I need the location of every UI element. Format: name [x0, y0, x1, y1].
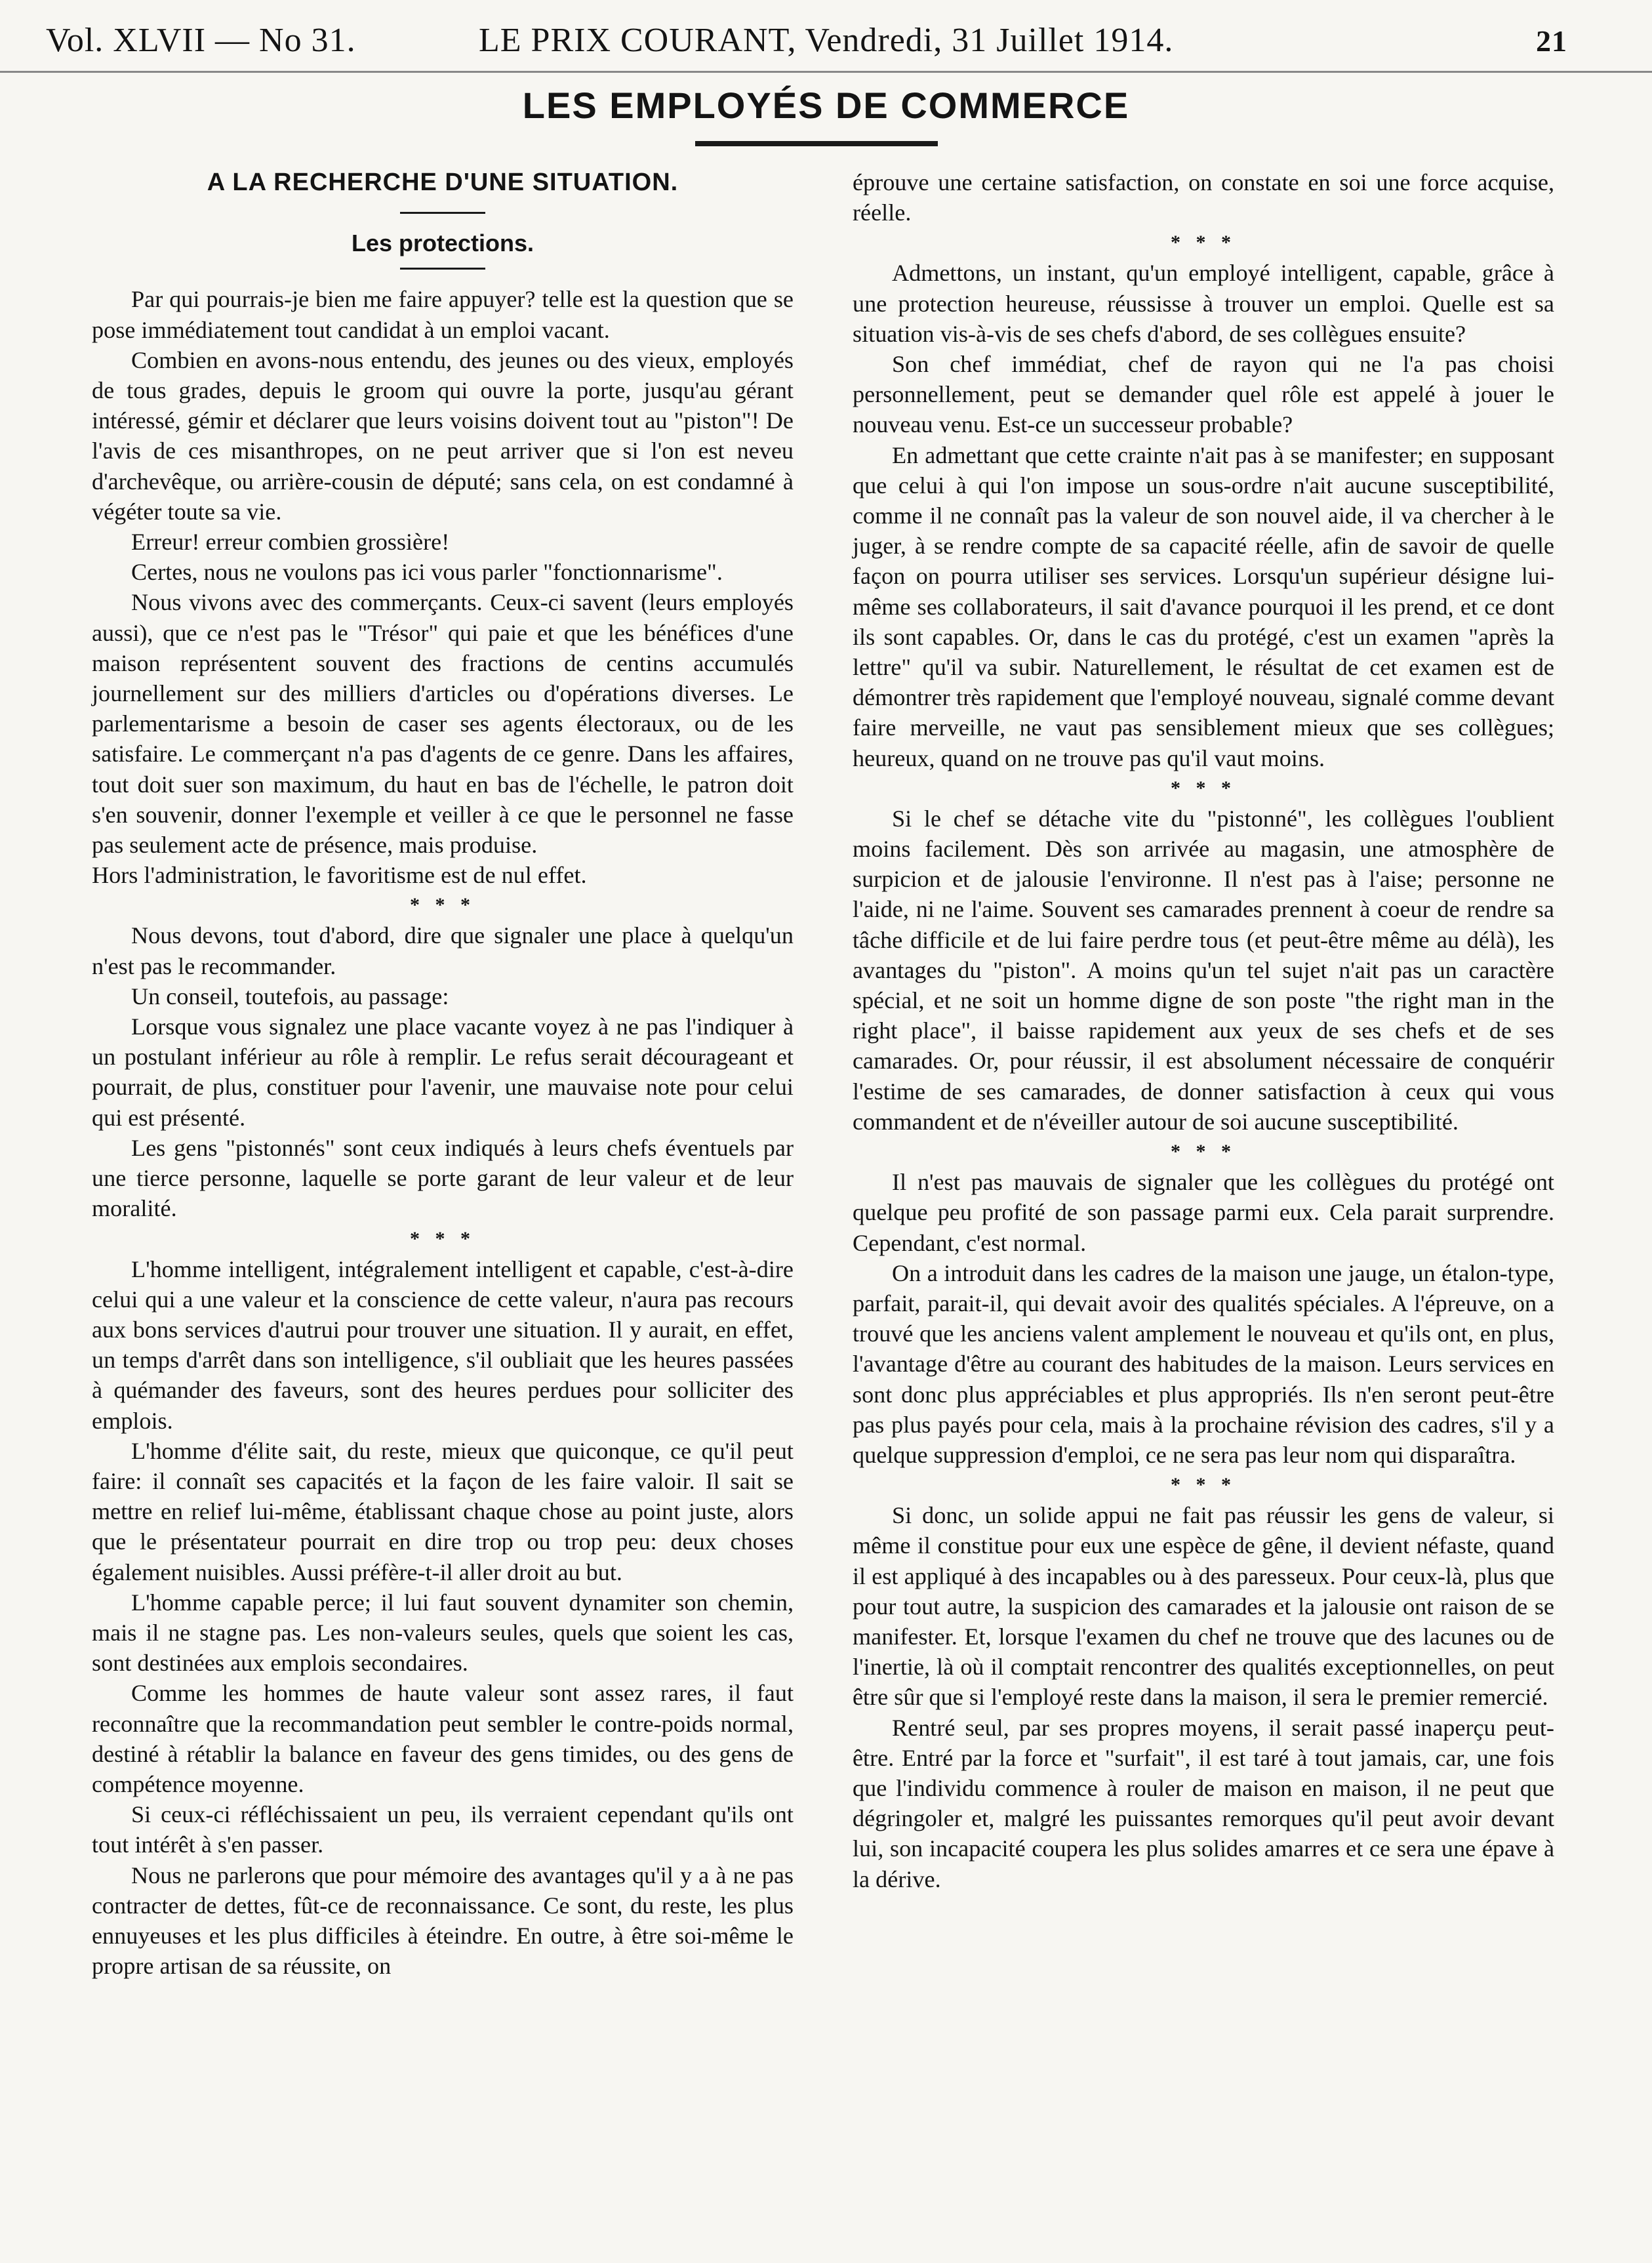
- paragraph: L'homme capable perce; il lui faut souvent dynamiter son chemin, mais il ne stagne pas. Les non-valeurs seules, quels que soient les cas, sont destinées aux emplois secondaires.: [92, 1589, 794, 1677]
- paragraph: Si ceux-ci réfléchissaient un peu, ils verraient cependant qu'ils ont tout intérêt à s'en passer.: [92, 1801, 794, 1858]
- paragraph: En admettant que cette crainte n'ait pas à se manifester; en supposant que celui à qui l'on impose un sous-ordre n'ait aucune susceptibilité, comme il ne connaît pas la valeur de son nouvel aide, il va chercher à le juger, à se rendre compte de sa capacité réelle, afin de savoir de quelle façon on pourra utiliser ses services. Lorsqu'un supérieur désigne lui-même ses collaborateurs, il sait d'avance pourquoi il les prend, et ce dont ils sont capables. Or, dans le cas du protégé, c'est un examen "après la lettre" qu'il va subir. Naturellement, le résultat de cet examen est de démontrer très rapidement que l'employé nouveau, signalé comme devant faire merveille, ne vaut pas sensiblement mieux que ses collègues; heureux, quand on ne trouve pas qu'il vaut moins.: [853, 441, 1554, 771]
- section-separator: * * *: [1171, 1141, 1236, 1163]
- title-rule: [400, 212, 485, 214]
- paragraph: Admettons, un instant, qu'un employé intelligent, capable, grâce à une protection heureuse, réussisse à trouver un emploi. Quelle est sa situation vis-à-vis de ses chefs d'abord, de ses collègues ensuite?: [853, 260, 1554, 347]
- paragraph: Comme les hommes de haute valeur sont assez rares, il faut reconnaître que la recommandation peut sembler le contre-poids normal, destiné à rétablir la balance en faveur des gens timides, ou des gens de compétence moyenne.: [92, 1680, 794, 1797]
- left-column: [92, 167, 794, 1981]
- paragraph: Il n'est pas mauvais de signaler que les collègues du protégé ont quelque peu profité de son passage parmi eux. Cela parait surprendre. Cependant, c'est normal.: [853, 1169, 1554, 1256]
- section-title: LES EMPLOYÉS DE COMMERCE: [522, 85, 1130, 126]
- paragraph: Erreur! erreur combien grossière!: [131, 529, 450, 556]
- paragraph: L'homme intelligent, intégralement intelligent et capable, c'est-à-dire celui qui a une valeur et la conscience de cette valeur, n'aura pas recours aux bons services d'autrui pour trouver une situation. Il y aurait, en effet, un temps d'arrêt dans son intelligence, s'il oubliait que les heures passées à quémander des faveurs, sont des heures perdues pour solliciter des emplois.: [92, 1255, 794, 1434]
- paragraph: Son chef immédiat, chef de rayon qui ne l'a pas choisi personnellement, peut se demander quel rôle est appelé à jouer le nouveau venu. Est-ce un successeur probable?: [853, 351, 1554, 438]
- paragraph: Si le chef se détache vite du "pistonné", les collègues l'oublient moins facilement. Dès son arrivée au magasin, une atmosphère de surpicion et de jalousie l'environne. Il n'est pas à l'aise; personne ne l'aide, ni ne l'aime. Souvent ses camarades prennent à coeur de rendre sa tâche difficile et de lui faire perdre tous (et peut-être même au délà), les avantages du "piston". A moins qu'un tel sujet n'ait pas un caractère spécial, et ne soit un homme digne de son poste "the right man in the right place", il baisse rapidement aux yeux de ses chefs et de ses camarades. Or, pour réussir, il est absolument nécessaire de conquérir l'estime de ses camarades, de donner satisfaction à ceux qui vous commandent et de n'éveiller autour de soi aucune susceptibilité.: [853, 805, 1554, 1135]
- paragraph: Nous ne parlerons que pour mémoire des avantages qu'il y a à ne pas contracter de dettes, fût-ce de reconnaissance. Ce sont, du reste, les plus ennuyeuses et les plus difficiles à éteindre. En outre, à être soi-même le propre artisan de sa réussite, on: [92, 1862, 794, 1980]
- paragraph: Les gens "pistonnés" sont ceux indiqués à leurs chefs éventuels par une tierce personne, laquelle se porte garant de leur valeur et de leur moralité.: [92, 1134, 794, 1222]
- paragraph: Certes, nous ne voulons pas ici vous parler "fonctionnarisme".: [131, 559, 723, 586]
- section-separator: * * *: [1171, 1474, 1236, 1496]
- newspaper-title: LE PRIX COURANT, Vendredi, 31 Juillet 1914.: [479, 22, 1174, 59]
- paragraph: Par qui pourrais-je bien me faire appuyer? telle est la question que se pose immédiatement tout candidat à un emploi vacant.: [92, 286, 794, 343]
- paragraph: Si donc, un solide appui ne fait pas réussir les gens de valeur, si même il constitue pour eux une espèce de gêne, il devient néfaste, quand il est appliqué à des incapables ou à des paresseux. Pour ceux-là, plus que pour tout autre, la suspicion des camarades et la jalousie ont raison de se manifester. Et, lorsque l'examen du chef ne trouve que des lacunes ou de l'inertie, là où il comptait rencontrer des qualités exceptionnelles, on peut être sûr que si l'employé reste dans la maison, il sera le premier remercié.: [853, 1502, 1554, 1711]
- section-separator: * * *: [1171, 232, 1236, 254]
- paragraph: Rentré seul, par ses propres moyens, il serait passé inaperçu peut-être. Entré par la force et "surfait", il est taré à tout jamais, car, une fois que l'individu commence à rouler de maison en maison, il ne peut que dégringoler et, malgré les puissantes remorques qu'il peut avoir devant lui, son incapacité coupera les plus solides amarres et ce sera une épave à la dérive.: [853, 1714, 1554, 1892]
- page-number: 21: [1536, 24, 1567, 58]
- header-divider: [0, 71, 1652, 73]
- paragraph: Un conseil, toutefois, au passage:: [131, 983, 449, 1009]
- paragraph: éprouve une certaine satisfaction, on constate en soi une force acquise, réelle.: [853, 169, 1554, 226]
- subtitle-rule: [400, 268, 485, 270]
- page-header: [46, 12, 1567, 64]
- section-separator: * * *: [410, 1227, 475, 1250]
- article-title: A LA RECHERCHE D'UNE SITUATION.: [207, 169, 679, 196]
- paragraph: Hors l'administration, le favoritisme est de nul effet.: [92, 862, 587, 889]
- paragraph: Lorsque vous signalez une place vacante voyez à ne pas l'indiquer à un postulant inférieur au rôle à remplir. Le refus serait décourageant et pourrait, de plus, constituer pour l'avenir, une mauvaise note pour celui qui est présenté.: [92, 1013, 794, 1131]
- paragraph: Combien en avons-nous entendu, des jeunes ou des vieux, employés de tous grades, depuis le groom qui ouvre la porte, jusqu'au gérant intéressé, gémir et déclarer que leurs voisins doivent tout au "piston"! De l'avis de ces misanthropes, on ne peut arriver que si l'on est neveu d'archevêque, ou arrière-cousin de député; sans cela, on est condamné à végéter toute sa vie.: [92, 346, 794, 525]
- paragraph: Nous vivons avec des commerçants. Ceux-ci savent (leurs employés aussi), que ce n'est pas le "Trésor" qui paie et que les bénéfices d'une maison représentent souvent des fractions de centins accumulés journellement sur des milliers d'articles ou d'opérations diverses. Le parlementarisme a besoin de caser ses agents électoraux, ou de les satisfaire. Le commerçant n'a pas d'agents de ce genre. Dans les affaires, tout doit suer son maximum, du haut en bas de l'échelle, le patron doit s'en souvenir, donner l'exemple et veiller à ce que le personnel ne fasse pas seulement acte de présence, mais produise.: [92, 589, 794, 859]
- volume-number: Vol. XLVII — No 31.: [46, 22, 356, 59]
- section-separator: * * *: [1171, 777, 1236, 799]
- paragraph: Nous devons, tout d'abord, dire que signaler une place à quelqu'un n'est pas le recommander.: [92, 922, 794, 979]
- section-title-underline: [695, 141, 938, 146]
- paragraph: On a introduit dans les cadres de la maison une jauge, un étalon-type, parfait, parait-il, qui devait avoir des qualités spéciales. A l'épreuve, on a trouvé que les anciens valent amplement le nouveau et qu'ils ont, en plus, l'avantage d'être au courant des habitudes de la maison. Leurs services en sont donc plus appréciables et plus appropriés. Ils n'en seront peut-être pas plus payés pour cela, mais à la prochaine révision des cadres, s'il y a quelque suppression d'emploi, ce ne sera pas leur nom qui disparaîtra.: [853, 1259, 1554, 1468]
- right-column: [853, 167, 1554, 1894]
- article-subtitle: Les protections.: [351, 230, 534, 257]
- paragraph: L'homme d'élite sait, du reste, mieux que quiconque, ce qu'il peut faire: il connaît ses capacités et la façon de les faire valoir. Il sait se mettre en relief lui-même, établissant chaque chose au point juste, alors que le présentateur pourrait en dire trop ou trop peu: deux choses également nuisibles. Aussi préfère-t-il aller droit au but.: [92, 1437, 794, 1585]
- section-separator: * * *: [410, 894, 475, 916]
